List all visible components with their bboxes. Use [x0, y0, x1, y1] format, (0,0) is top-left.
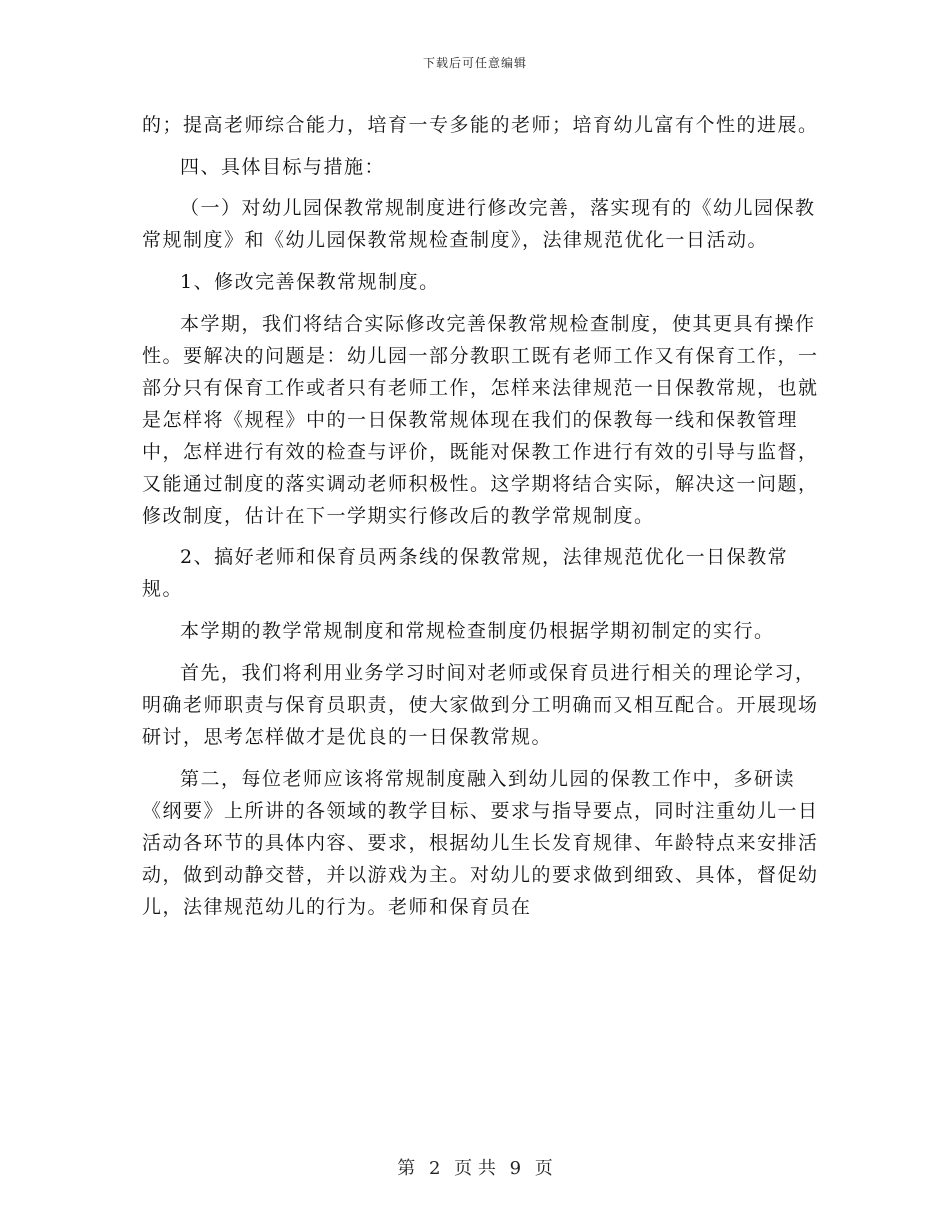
paragraph-3: （一）对幼儿园保教常规制度进行修改完善，落实现有的《幼儿园保教常规制度》和《幼儿园保教常规检查制度》，法律规范优化一日活动。 — [142, 197, 816, 252]
page-footer — [0, 1154, 950, 1180]
paragraph-8: 首先，我们将利用业务学习时间对老师或保育员进行相关的理论学习，明确老师职责与保育员职责，使大家做到分工明确而又相互配合。开展现场研讨，思考怎样做才是优良的一日保教常规。 — [142, 661, 819, 748]
paragraph-7: 本学期的教学常规制度和常规检查制度仍根据学期初制定的实行。 — [180, 620, 775, 643]
total-page-count: 9 — [509, 1158, 522, 1179]
footer-prefix: 第 — [397, 1158, 416, 1179]
paragraph-1: 的；提高老师综合能力，培育一专多能的老师；培育幼儿富有个性的进展。 — [142, 114, 819, 136]
section-heading: 四、具体目标与措施： — [180, 155, 386, 178]
subheading-2: 2、搞好老师和保育员两条线的保教常规，法律规范优化一日保教常规。 — [142, 546, 789, 601]
current-page-number: 2 — [428, 1158, 441, 1179]
paragraph-5: 本学期，我们将结合实际修改完善保教常规检查制度，使其更具有操作性。要解决的问题是：幼儿园一部分教职工既有老师工作又有保育工作，一部分只有保育工作或者只有老师工作，怎样来法律规范一日保教常规，也就是怎样将《规程》中的一日保教常规体现在我们的保教每一线和保教管理中，怎样进行有效的检查与评价，既能对保教工作进行有效的引导与监督，又能通过制度的落实调动老师积极性。这学期将结合实际，解决这一问题，修改制度，估计在下一学期实行修改后的教学常规制度。 — [142, 312, 819, 527]
subheading-1: 1、修改完善保教常规制度。 — [180, 271, 440, 294]
page-header: 下载后可任意编辑 — [422, 56, 527, 70]
footer-suffix: 页 — [534, 1158, 553, 1179]
footer-middle: 页 共 — [454, 1158, 496, 1179]
paragraph-9: 第二，每位老师应该将常规制度融入到幼儿园的保教工作中，多研读《纲要》上所讲的各领域的教学目标、要求与指导要点，同时注重幼儿一日活动各环节的具体内容、要求，根据幼儿生长发育规律、年龄特点来安排活动，做到动静交替，并以游戏为主。对幼儿的要求做到细致、具体，督促幼儿，法律规范幼儿的行为。老师和保育员在 — [142, 767, 819, 918]
document-body — [142, 109, 822, 932]
